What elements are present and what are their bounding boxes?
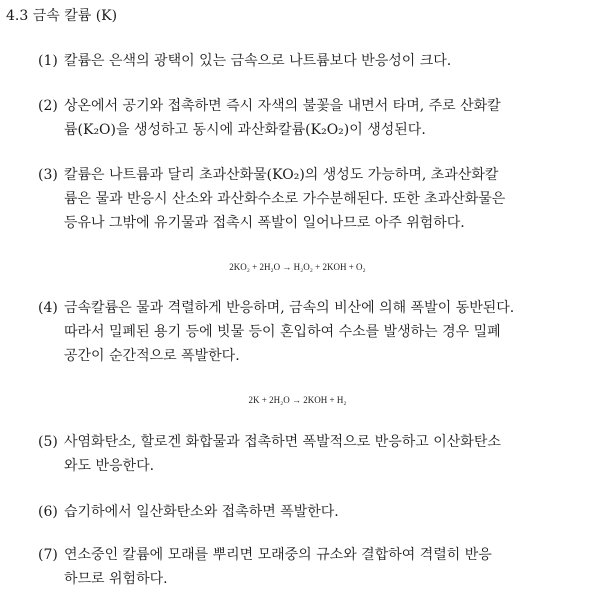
chemical-equation-2: 2K + 2H₂O → 2KOH + H₂ — [248, 395, 347, 405]
item-text: 습기하에서 일산화탄소와 접촉하면 폭발한다. — [64, 504, 339, 520]
chemical-equation-1: 2KO₂ + 2H₂O → H₂O₂ + 2KOH + O₂ — [229, 262, 366, 272]
item-text-continued: 하므로 위험하다. — [64, 571, 168, 587]
list-item-2 — [38, 94, 578, 142]
item-text: 금속칼륨은 물과 격렬하게 반응하며, 금속의 비산에 의해 폭발이 동반된다. — [64, 300, 515, 316]
list-item-5 — [38, 430, 578, 478]
item-text: 칼륨은 은색의 광택이 있는 금속으로 나트륨보다 반응성이 크다. — [64, 53, 452, 69]
item-number: (6) — [38, 504, 58, 520]
item-text-continued: 공간이 순간적으로 폭발한다. — [64, 348, 240, 364]
item-number: (4) — [38, 300, 58, 316]
list-item-1 — [38, 49, 578, 73]
item-text: 칼륨은 나트륨과 달리 초과산화물(KO₂)의 생성도 가능하며, 초과산화칼 — [64, 167, 499, 183]
item-text: 사염화탄소, 할로겐 화합물과 접촉하면 폭발적으로 반응하고 이산화탄소 — [64, 434, 501, 450]
item-line — [38, 500, 578, 524]
item-text-continued: 와도 반응한다. — [64, 458, 155, 474]
section-heading: 4.3 금속 칼륨 (K) — [6, 8, 118, 24]
item-text: 상온에서 공기와 접촉하면 즉시 자색의 불꽃을 내면서 타며, 주로 산화칼 — [64, 98, 501, 114]
item-line — [38, 543, 578, 567]
list-item-6 — [38, 500, 578, 524]
item-number: (3) — [38, 167, 58, 183]
item-number: (7) — [38, 547, 58, 563]
item-line — [38, 94, 578, 118]
list-item-7 — [38, 543, 578, 591]
item-line — [38, 430, 578, 454]
list-item-3 — [38, 163, 578, 235]
item-line — [38, 49, 578, 73]
item-number: (5) — [38, 434, 58, 450]
item-text-continued: 따라서 밀폐된 용기 등에 빗물 등이 혼입하여 수소를 발생하는 경우 밀폐 — [64, 324, 501, 340]
item-line — [38, 163, 578, 187]
list-item-4 — [38, 296, 578, 368]
item-text-continued: 등유나 그밖에 유기물과 접촉시 폭발이 일어나므로 아주 위험하다. — [64, 215, 465, 231]
item-text: 연소중인 칼륨에 모래를 뿌리면 모래중의 규소와 결합하여 격렬히 반응 — [64, 547, 492, 563]
item-text-continued: 륨(K₂O)을 생성하고 동시에 과산화칼륨(K₂O₂)이 생성된다. — [64, 122, 426, 138]
item-text-continued: 륨은 물과 반응시 산소와 과산화수소로 가수분해된다. 또한 초과산화물은 — [64, 191, 506, 207]
item-number: (1) — [38, 53, 58, 69]
item-line — [38, 296, 578, 320]
item-number: (2) — [38, 98, 58, 114]
